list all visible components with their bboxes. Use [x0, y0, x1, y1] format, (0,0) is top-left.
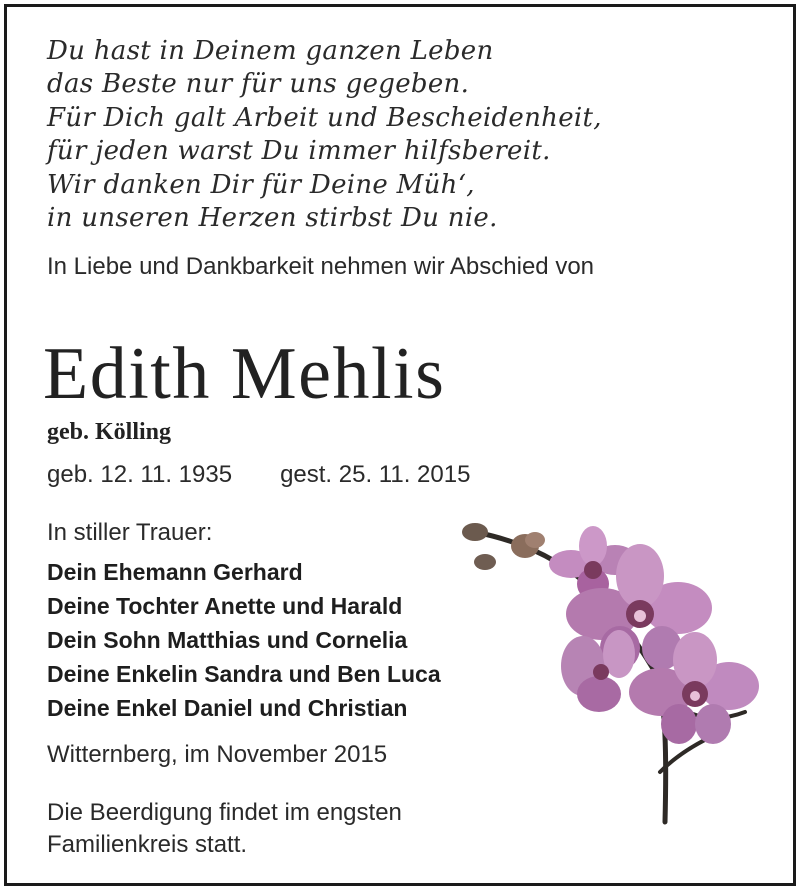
birth-date: geb. 12. 11. 1935 — [47, 461, 233, 488]
orchid-flower — [561, 630, 635, 712]
poem-line: in unseren Herzen stirbst Du nie. — [47, 203, 498, 234]
poem-line: Du hast in Deinem ganzen Leben — [47, 36, 494, 66]
funeral-line: Die Beerdigung findet im engsten — [47, 799, 402, 826]
mourners-list — [47, 555, 441, 725]
poem-line: Wir danken Dir für Deine Müh‘, — [47, 169, 475, 200]
mourner: Deine Enkelin Sandra und Ben Luca — [47, 661, 441, 687]
place-date: Witternberg, im November 2015 — [47, 741, 388, 768]
deceased-name: Edith Mehlis — [43, 333, 446, 415]
orchid-bud — [474, 554, 496, 570]
poem-line: das Beste nur für uns gegeben. — [47, 69, 470, 100]
life-dates — [47, 461, 470, 489]
orchid-bud — [462, 523, 488, 541]
farewell-intro: In Liebe und Dankbarkeit nehmen wir Abschied von — [47, 253, 595, 280]
death-date: gest. 25. 11. 2015 — [280, 461, 471, 488]
mourner: Deine Tochter Anette und Harald — [47, 593, 403, 619]
orchid-icon — [455, 512, 775, 832]
poem-line: Für Dich galt Arbeit und Bescheidenheit, — [47, 102, 602, 133]
poem-line: für jeden warst Du immer hilfsbereit. — [47, 136, 551, 167]
mourner: Deine Enkel Daniel und Christian — [47, 695, 408, 721]
funeral-notice — [47, 797, 402, 861]
funeral-line: Familienkreis statt. — [47, 831, 248, 858]
mourner: Dein Ehemann Gerhard — [47, 559, 303, 585]
orchid-bud — [525, 532, 545, 548]
obituary-card — [4, 4, 796, 886]
mourner: Dein Sohn Matthias und Cornelia — [47, 627, 408, 653]
poem — [47, 35, 602, 235]
mourning-label: In stiller Trauer: — [47, 519, 213, 546]
birth-name: geb. Kölling — [47, 419, 172, 445]
